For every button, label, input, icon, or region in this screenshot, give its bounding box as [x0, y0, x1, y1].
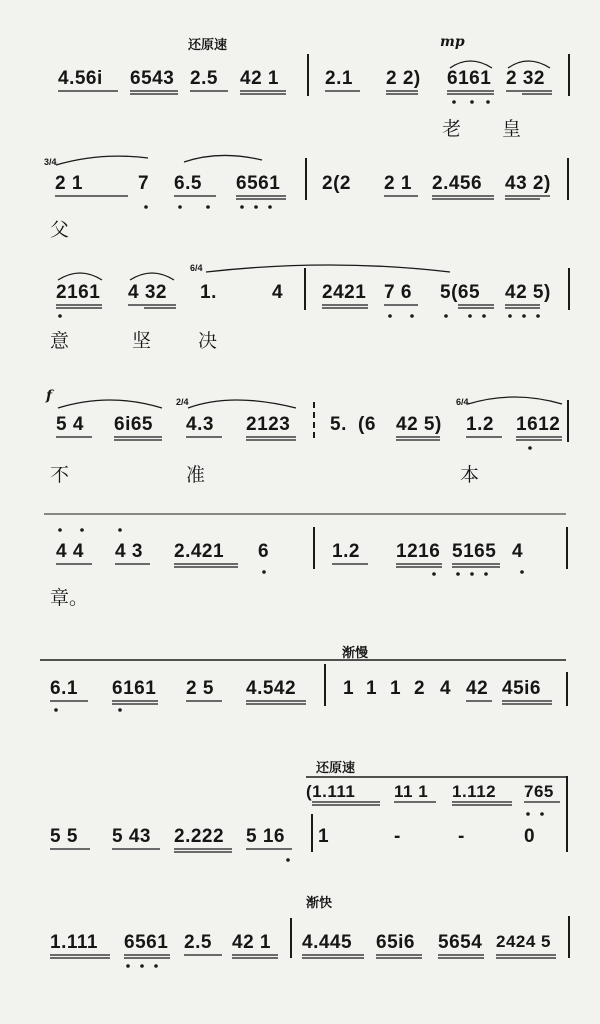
note-group: 2(2	[322, 173, 351, 194]
tempo-mark-faster: 渐快	[306, 895, 333, 910]
note-group: 2.456	[432, 173, 483, 194]
note-group: 6i65	[114, 414, 153, 435]
note-group: 1612	[516, 414, 561, 435]
note-group: 6161	[447, 68, 492, 89]
note-group: 6	[258, 541, 270, 562]
note-group: 2123	[246, 414, 291, 435]
note-group: 42 1	[240, 68, 279, 89]
note-group: 45i6	[502, 678, 541, 699]
tempo-mark-slower: 渐慢	[342, 645, 369, 660]
note-group: 2421	[322, 282, 367, 303]
note-group: 5.	[330, 414, 347, 435]
note-group: 2 2)	[386, 68, 421, 89]
note-group: 2.5	[184, 932, 212, 953]
dynamic-mp: mp	[440, 34, 465, 50]
note-group-upper: 1.112	[452, 782, 497, 801]
note-group: 2424 5	[496, 932, 551, 951]
note-group: 2.222	[174, 826, 225, 847]
note-group: 1	[343, 678, 355, 699]
note-group: 0	[524, 826, 536, 847]
note-group: 4	[272, 282, 284, 303]
note-group: 4.542	[246, 678, 297, 699]
note-group: 5165	[452, 541, 497, 562]
lyric: 皇	[502, 118, 522, 140]
lyric: 老	[442, 118, 462, 140]
lyric: 章。	[50, 587, 89, 609]
note-group: 2.1	[325, 68, 353, 89]
note-group: 2	[414, 678, 426, 699]
note-group: 1	[318, 826, 330, 847]
lyric: 本	[460, 464, 480, 486]
note-group: 5 5	[50, 826, 78, 847]
note-group: 6561	[124, 932, 169, 953]
note-group-upper: (1.111	[306, 782, 356, 801]
lyric: 决	[198, 330, 218, 352]
note-group: 43 2)	[505, 173, 551, 194]
dash: -	[458, 826, 465, 847]
note-group: 2161	[56, 282, 101, 303]
note-group: 5(65	[440, 282, 481, 303]
note-group: 5 43	[112, 826, 151, 847]
note-group: 6.1	[50, 678, 78, 699]
note-group: 2.421	[174, 541, 225, 562]
meter-mark: 2/4	[176, 397, 189, 407]
note-group-upper: 11 1	[394, 782, 429, 801]
lyric: 父	[50, 219, 70, 241]
note-group: 1.111	[50, 932, 98, 953]
meter-mark: 3/4	[44, 157, 57, 167]
note-group: 6161	[112, 678, 157, 699]
note-group: 2.5	[190, 68, 218, 89]
note-group: 2 1	[55, 173, 83, 194]
note-group: 65i6	[376, 932, 415, 953]
tempo-mark-restore: 还原速	[188, 37, 228, 52]
tempo-mark-restore: 还原速	[316, 760, 356, 775]
note-group: 42 5)	[396, 414, 442, 435]
lyric: 意	[50, 330, 70, 352]
note-group: 42	[466, 678, 489, 699]
note-group: 5 4	[56, 414, 84, 435]
note-group: 42 5)	[505, 282, 551, 303]
note-group: 4 3	[115, 541, 143, 562]
note-group: 2 1	[384, 173, 412, 194]
meter-mark: 6/4	[190, 263, 203, 273]
note-group: 4.445	[302, 932, 353, 953]
note-group-upper: 765	[524, 782, 554, 801]
note-group: (6	[358, 414, 376, 435]
note-group: 1.2	[332, 541, 360, 562]
lyric: 准	[186, 464, 206, 486]
note-group: 2 32	[506, 68, 545, 89]
note-group: 6543	[130, 68, 175, 89]
dash: -	[394, 826, 401, 847]
note-group: 1.2	[466, 414, 494, 435]
note-group: 7	[138, 173, 150, 194]
note-group: 42 1	[232, 932, 271, 953]
note-group: 2 5	[186, 678, 214, 699]
note-group: 1	[390, 678, 402, 699]
lyric: 不	[50, 464, 70, 486]
note-group: 6561	[236, 173, 281, 194]
note-group: 4	[440, 678, 452, 699]
note-group: 1.	[200, 282, 217, 303]
dynamic-f: f	[46, 388, 53, 404]
meter-mark: 6/4	[456, 397, 469, 407]
note-group: 5654	[438, 932, 483, 953]
note-group: 1	[366, 678, 378, 699]
lyric: 坚	[132, 330, 152, 352]
note-group: 4.3	[186, 414, 214, 435]
note-group: 4	[512, 541, 524, 562]
note-group: 5 16	[246, 826, 285, 847]
note-group: 4.56i	[58, 68, 103, 89]
note-group: 7 6	[384, 282, 412, 303]
note-group: 6.5	[174, 173, 202, 194]
note-group: 1216	[396, 541, 441, 562]
note-group: 4 4	[56, 541, 84, 562]
note-group: 4 32	[128, 282, 167, 303]
